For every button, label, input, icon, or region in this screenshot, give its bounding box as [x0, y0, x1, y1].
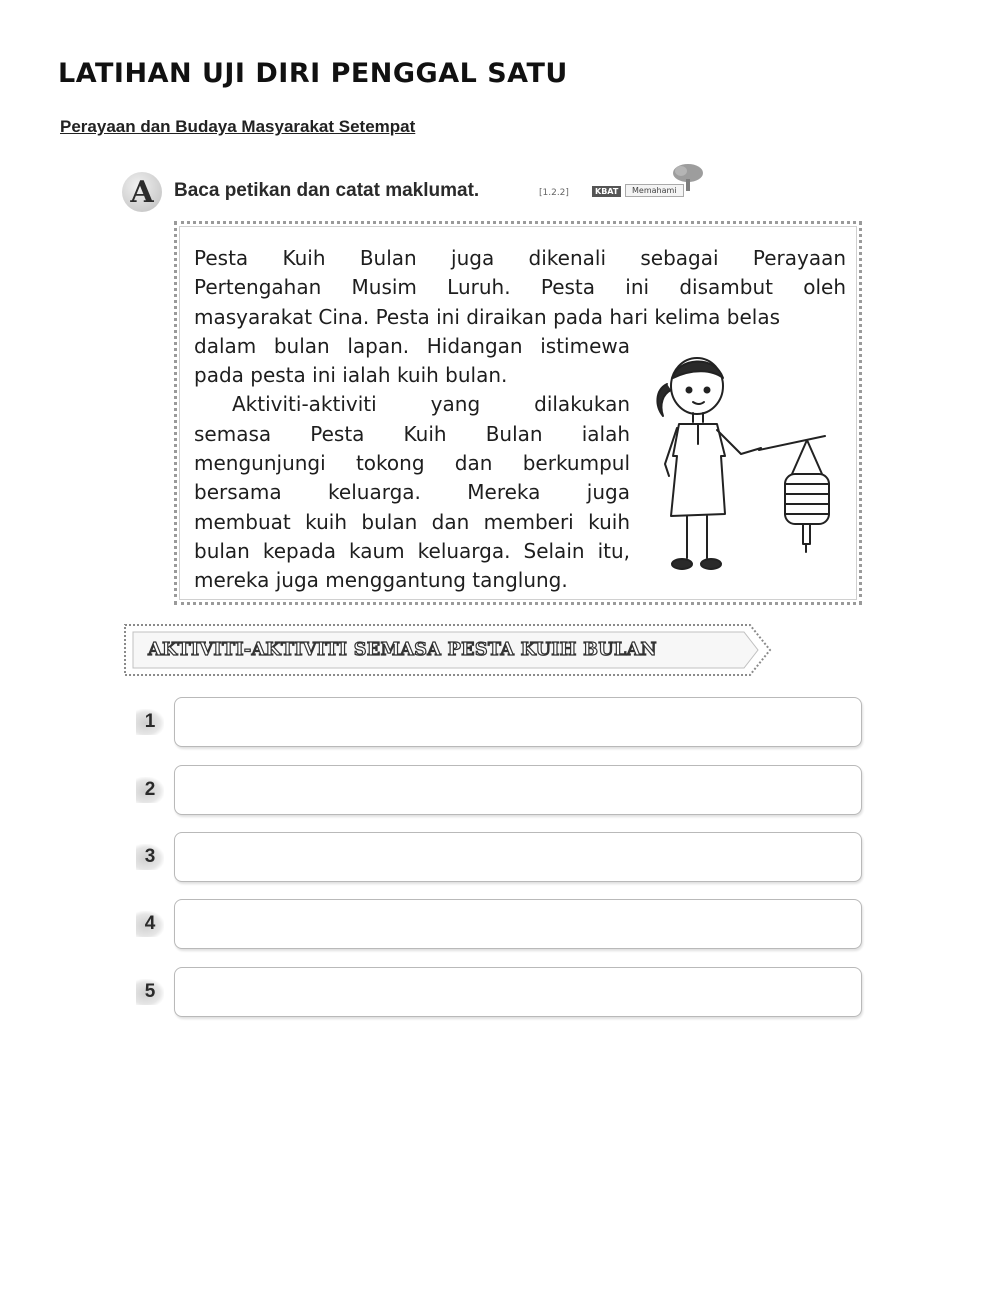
passage-line: masyarakat Cina. Pesta ini diraikan pada hari kelima belas	[194, 304, 781, 329]
answer-row	[132, 967, 862, 1019]
section-a-header	[122, 168, 722, 218]
passage-line: Aktiviti-aktiviti yang dilakukan	[232, 392, 630, 417]
answer-field[interactable]	[174, 697, 862, 747]
skill-label: Memahami	[625, 184, 684, 197]
answer-field[interactable]	[174, 832, 862, 882]
answer-number: 5	[136, 979, 164, 1005]
passage-line: semasa Pesta Kuih Bulan ialah	[194, 421, 630, 446]
passage-line: mereka juga menggantung tanglung.	[194, 568, 568, 593]
passage-box	[174, 221, 862, 605]
answer-row	[132, 832, 862, 884]
section-letter-badge: A	[122, 172, 162, 212]
answer-row	[132, 697, 862, 749]
instruction-text: Baca petikan dan catat maklumat.	[174, 180, 480, 201]
passage-line: bulan kepada kaum keluarga. Selain itu,	[194, 538, 630, 563]
subtitle: Perayaan dan Budaya Masyarakat Setempat	[60, 117, 416, 136]
tree-icon	[670, 162, 706, 192]
passage-line: mengunjungi tokong dan berkumpul	[194, 451, 630, 476]
answer-field[interactable]	[174, 967, 862, 1017]
standard-code: [1.2.2]	[539, 188, 569, 198]
passage-line: Pesta Kuih Bulan juga dikenali sebagai Perayaan	[194, 246, 846, 270]
kbat-label: KBAT	[592, 186, 621, 197]
answer-number: 1	[136, 709, 164, 735]
answer-row	[132, 765, 862, 817]
answer-number: 4	[136, 911, 164, 937]
answer-number: 3	[136, 844, 164, 870]
answer-number: 2	[136, 777, 164, 803]
answer-field[interactable]	[174, 899, 862, 949]
answer-field[interactable]	[174, 765, 862, 815]
passage-line: membuat kuih bulan dan memberi kuih	[194, 509, 630, 534]
passage-line: dalam bulan lapan. Hidangan istimewa	[194, 333, 630, 358]
girl-with-lantern-illustration	[649, 344, 839, 584]
page-title: LATIHAN UJI DIRI PENGGAL SATU	[58, 58, 568, 89]
answer-row	[132, 899, 862, 951]
activities-banner	[122, 621, 774, 679]
banner-title: AKTIVITI-AKTIVITI SEMASA PESTA KUIH BULAN	[148, 639, 657, 660]
passage-line: Pertengahan Musim Luruh. Pesta ini disambut oleh	[194, 275, 846, 300]
passage-line: bersama keluarga. Mereka juga	[194, 480, 630, 505]
passage-line: pada pesta ini ialah kuih bulan.	[194, 363, 508, 388]
